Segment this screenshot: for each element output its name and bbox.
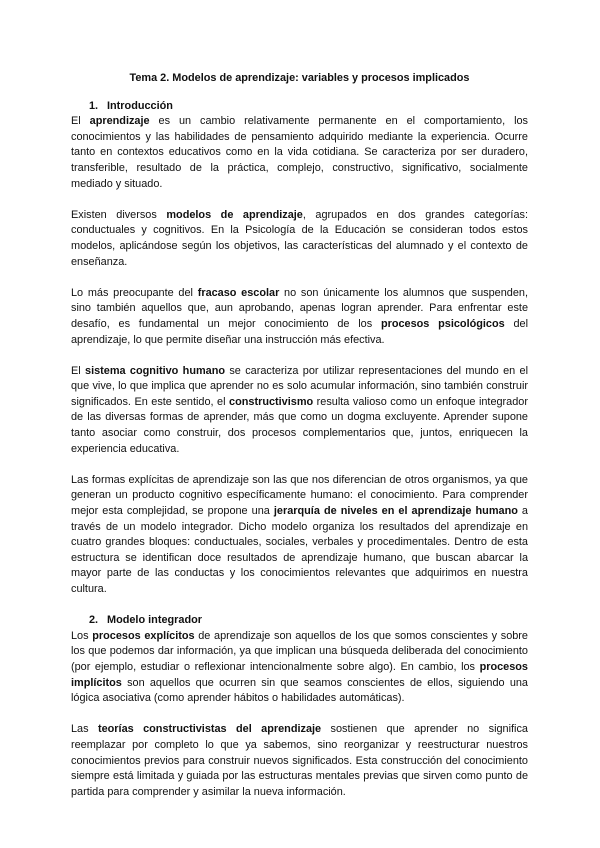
text-run: de aprendizaje son aquellos de los que somos conscientes y sobre los que podemos dar información, ya que implican una búsqueda deliberada del conocimiento (por ejemplo, estudiar o reflexionar intencionalmente sobre algo). En cambio, los <box>71 629 528 673</box>
paragraph-procesos <box>71 629 528 707</box>
paragraph-modelos <box>71 208 528 270</box>
paragraph-fracaso <box>71 286 528 348</box>
bold-term: fracaso escolar <box>197 286 280 299</box>
bold-term: procesos psicológicos <box>380 317 505 330</box>
bold-term: procesos explícitos <box>92 629 195 642</box>
text-run: resulta valioso como un enfoque integrador de las diversas formas de aprender, más que como un dogma excluyente. Aprender supone tanto asociar como construir, dos procesos complementarios que, juntos, enriquecen la experiencia educativa. <box>71 395 528 455</box>
text-run: Lo más preocupante del <box>71 286 198 299</box>
paragraph-gap <box>71 707 528 723</box>
text-run: a través de un modelo integrador. Dicho modelo organiza los resultados del aprendizaje en cuatro grandes bloques: conductuales, sociales, verbales y procedimentales. Dentro de esta estructura se identifican doce resultados de aprendizaje humano, que buscan abarcar la mayor parte de las conductas y los conocimientos relevantes que adquirimos en nuestra cultura. <box>71 505 528 595</box>
paragraph-gap <box>71 192 528 208</box>
bold-term: teorías constructivistas del aprendizaje <box>97 723 322 736</box>
paragraph-gap <box>71 270 528 286</box>
text-run: Los <box>71 629 93 642</box>
section-title: Modelo integrador <box>107 614 202 627</box>
text-run: no son únicamente los alumnos que suspenden, sino también aquellos que, aun aprobando, apenas logran aprender. Para enfrentar este desafío, es fundamental un mejor conocimiento de los <box>71 286 528 330</box>
paragraph-formas-explicitas <box>71 473 528 598</box>
text-run: sostienen que aprender no significa reemplazar por completo lo que ya sabemos, sino reorganizar y reestructurar nuestros conocimientos previos para construir nuevos significados. Esta construcción del conocimiento siempre está limitada y guiada por las estructuras mentales previas que sirven como punto de partida para comprender y asimilar la nueva información. <box>71 723 528 798</box>
bold-term: sistema cognitivo humano <box>85 364 226 377</box>
section-number: 1. <box>89 99 99 112</box>
paragraph-teorias <box>71 722 528 800</box>
text-run: Existen diversos <box>71 208 167 221</box>
text-run: El <box>71 364 86 377</box>
bold-term: procesos implícitos <box>71 660 528 689</box>
bold-term: constructivismo <box>229 395 314 408</box>
bold-term: modelos de aprendizaje <box>166 208 303 221</box>
paragraph-gap <box>71 457 528 473</box>
text-run: del aprendizaje, lo que permite diseñar una instrucción más efectiva. <box>71 317 529 346</box>
text-run: se caracteriza por utilizar representaciones del mundo en el que vive, lo que implica que aprender no es solo acumular información, sino también construir significados. En este sentido, el <box>71 364 528 408</box>
text-run: son aquellos que ocurren sin que seamos conscientes de ellos, siguiendo una lógica asociativa (como aprender hábitos o habilidades automáticas). <box>71 676 528 705</box>
text-run: Las formas explícitas de aprendizaje son las que nos diferencian de otros organismos, ya que generan un producto cognitivo específicamente humano: el conocimiento. Para comprender mejor esta complejidad, se propone una <box>71 473 528 518</box>
text-run: , agrupados en dos grandes categorías: conductuales y cognitivos. En la Psicología de la Educación se consideran todos estos modelos, aplicándose según los objetivos, las características del alumnado y el contexto de enseñanza. <box>71 208 528 268</box>
section-heading-modelo-integrador <box>71 613 528 629</box>
section-heading-introduccion <box>71 99 528 115</box>
bold-term: jerarquía de niveles en el aprendizaje humano <box>273 505 518 518</box>
bold-term: aprendizaje <box>89 115 150 128</box>
paragraph-sistema-cognitivo <box>71 364 528 458</box>
paragraph-aprendizaje <box>71 114 528 192</box>
section-title: Introducción <box>107 99 173 112</box>
text-run: El <box>71 115 90 128</box>
text-run: es un cambio relativamente permanente en el comportamiento, los conocimientos y las habilidades de pensamiento adquirido mediante la experiencia. Ocurre tanto en contextos educativos como en la vida cotidiana. Se caracteriza por ser duradero, transferible, resultado de la práctica, complejo, constructivo, significativo, socialmente mediado y situado. <box>71 115 528 190</box>
section-number: 2. <box>89 614 99 627</box>
document-title: Tema 2. Modelos de aprendizaje: variables y procesos implicados <box>129 72 470 84</box>
paragraph-gap <box>71 598 528 614</box>
paragraph-gap <box>71 348 528 364</box>
text-run: Las <box>71 723 98 736</box>
